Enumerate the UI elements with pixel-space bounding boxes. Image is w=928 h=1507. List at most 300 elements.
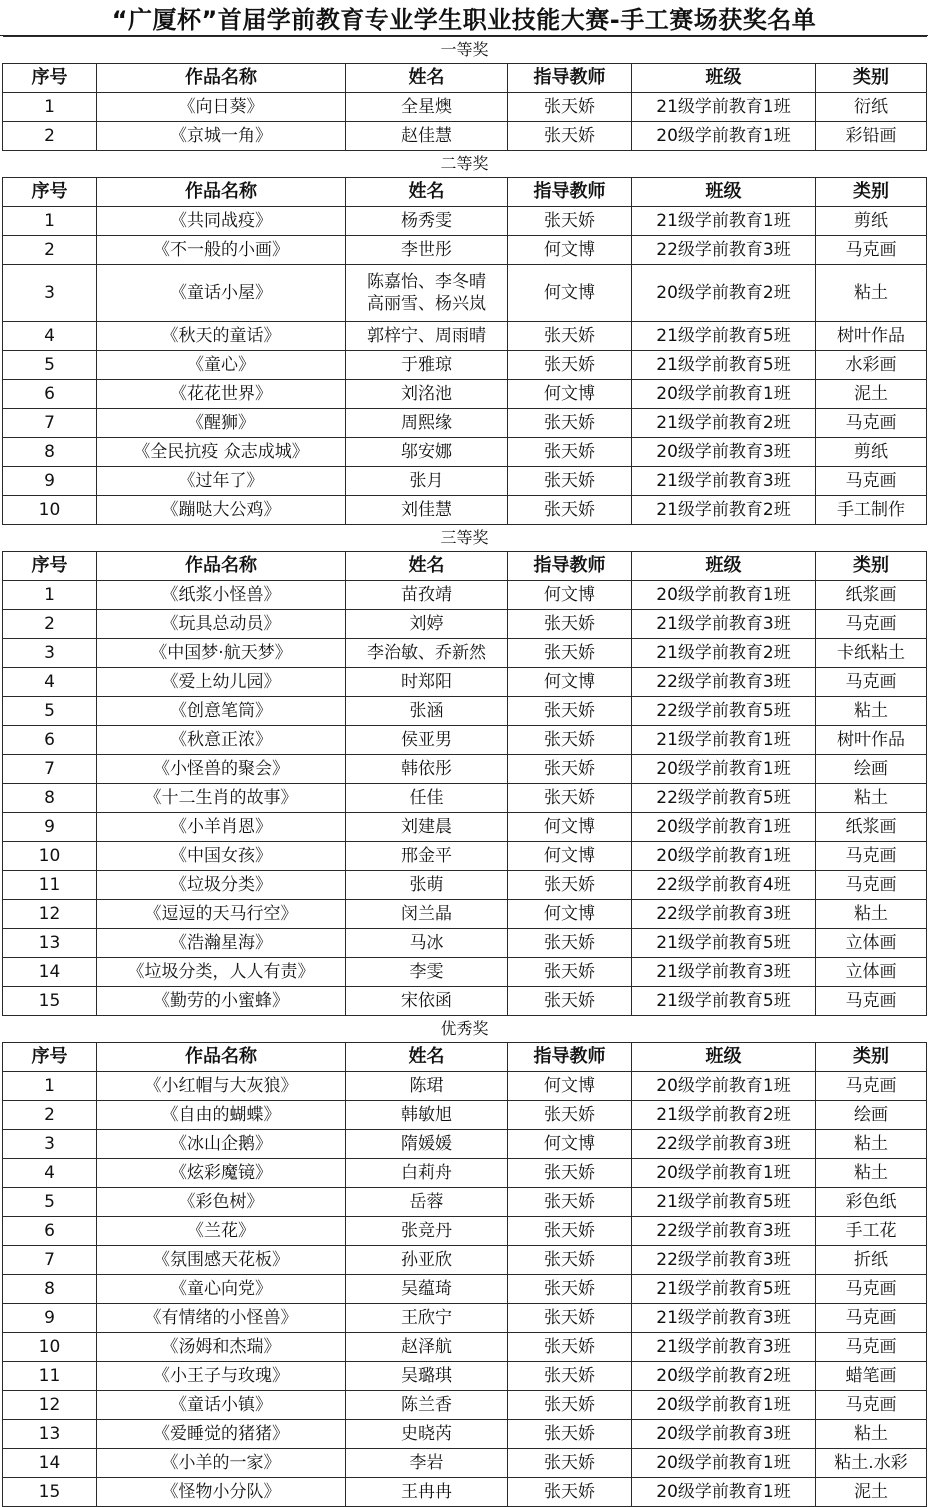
table-row [3,265,927,322]
table-row [3,1159,927,1188]
table-row [3,409,927,438]
cell-name: 任佳 [346,784,508,813]
cell-index: 6 [3,380,97,409]
cell-index: 15 [3,1478,97,1507]
table-row [3,93,927,122]
cell-category: 马克画 [816,1304,927,1333]
cell-class: 20级学前教育1班 [632,755,816,784]
cell-teacher: 张天娇 [508,958,632,987]
cell-teacher: 张天娇 [508,1101,632,1130]
cell-name: 孙亚欣 [346,1246,508,1275]
section-title: 优秀奖 [3,1016,927,1043]
cell-work: 《小怪兽的聚会》 [97,755,346,784]
cell-index: 2 [3,236,97,265]
cell-category: 马克画 [816,409,927,438]
table-row [3,1101,927,1130]
cell-work: 《秋意正浓》 [97,726,346,755]
cell-class: 20级学前教育3班 [632,1420,816,1449]
cell-category: 蜡笔画 [816,1362,927,1391]
cell-class: 20级学前教育1班 [632,122,816,151]
cell-class: 21级学前教育3班 [632,1333,816,1362]
cell-class: 21级学前教育5班 [632,929,816,958]
cell-index: 4 [3,668,97,697]
cell-teacher: 张天娇 [508,207,632,236]
cell-name: 李雯 [346,958,508,987]
cell-teacher: 张天娇 [508,322,632,351]
cell-teacher: 张天娇 [508,871,632,900]
cell-class: 22级学前教育3班 [632,1130,816,1159]
cell-work: 《有情绪的小怪兽》 [97,1304,346,1333]
table-row [3,1449,927,1478]
cell-class: 20级学前教育2班 [632,1362,816,1391]
cell-name: 时郑阳 [346,668,508,697]
cell-index: 1 [3,93,97,122]
cell-index: 1 [3,207,97,236]
column-header-teacher: 指导教师 [508,64,632,93]
cell-teacher: 张天娇 [508,1188,632,1217]
cell-category: 泥土 [816,1478,927,1507]
table-row [3,207,927,236]
cell-category: 卡纸粘土 [816,639,927,668]
section-row [3,151,927,178]
cell-work: 《蹦哒大公鸡》 [97,496,346,525]
cell-category: 绘画 [816,755,927,784]
award-table [2,36,927,1507]
table-row [3,813,927,842]
table-row [3,987,927,1016]
cell-teacher: 张天娇 [508,1478,632,1507]
table-row [3,726,927,755]
table-row [3,697,927,726]
cell-class: 20级学前教育1班 [632,1159,816,1188]
cell-class: 21级学前教育1班 [632,207,816,236]
award-table-body [3,37,927,1507]
table-row [3,1391,927,1420]
header-row [3,178,927,207]
cell-name: 张竞丹 [346,1217,508,1246]
table-row [3,380,927,409]
cell-category: 剪纸 [816,207,927,236]
cell-teacher: 张天娇 [508,1333,632,1362]
column-header-teacher: 指导教师 [508,1043,632,1072]
cell-class: 21级学前教育5班 [632,322,816,351]
cell-category: 粘土 [816,900,927,929]
cell-work: 《中国梦·航天梦》 [97,639,346,668]
cell-class: 22级学前教育4班 [632,871,816,900]
cell-work: 《花花世界》 [97,380,346,409]
column-header-name: 姓名 [346,178,508,207]
cell-name: 杨秀雯 [346,207,508,236]
cell-index: 9 [3,1304,97,1333]
cell-class: 21级学前教育3班 [632,610,816,639]
cell-category: 粘土 [816,1130,927,1159]
cell-category: 手工花 [816,1217,927,1246]
column-header-name: 姓名 [346,1043,508,1072]
cell-teacher: 何文博 [508,813,632,842]
cell-teacher: 何文博 [508,842,632,871]
cell-class: 21级学前教育5班 [632,351,816,380]
cell-index: 4 [3,1159,97,1188]
cell-teacher: 张天娇 [508,1304,632,1333]
cell-name: 邢金平 [346,842,508,871]
page-title: “广厦杯”首届学前教育专业学生职业技能大赛-手工赛场获奖名单 [0,0,928,36]
table-row [3,1188,927,1217]
cell-class: 21级学前教育1班 [632,93,816,122]
cell-work: 《秋天的童话》 [97,322,346,351]
cell-class: 21级学前教育3班 [632,467,816,496]
table-row [3,842,927,871]
cell-class: 20级学前教育1班 [632,1478,816,1507]
cell-category: 树叶作品 [816,322,927,351]
column-header-work: 作品名称 [97,552,346,581]
table-row [3,871,927,900]
cell-index: 3 [3,1130,97,1159]
cell-work: 《过年了》 [97,467,346,496]
cell-work: 《童话小屋》 [97,265,346,322]
column-header-work: 作品名称 [97,178,346,207]
cell-index: 8 [3,438,97,467]
cell-work: 《冰山企鹅》 [97,1130,346,1159]
cell-name: 邬安娜 [346,438,508,467]
cell-category: 粘土 [816,1159,927,1188]
table-row [3,1217,927,1246]
column-header-class: 班级 [632,552,816,581]
cell-work: 《氛围感天花板》 [97,1246,346,1275]
table-row [3,1072,927,1101]
cell-name: 张萌 [346,871,508,900]
table-row [3,438,927,467]
cell-index: 7 [3,755,97,784]
section-title: 三等奖 [3,525,927,552]
cell-name: 韩敏旭 [346,1101,508,1130]
column-header-name: 姓名 [346,552,508,581]
cell-class: 21级学前教育2班 [632,1101,816,1130]
cell-name: 陈嘉怡、李冬晴 高丽雪、杨兴岚 [346,265,508,322]
cell-work: 《小红帽与大灰狼》 [97,1072,346,1101]
table-row [3,900,927,929]
cell-work: 《创意笔筒》 [97,697,346,726]
cell-class: 21级学前教育1班 [632,726,816,755]
cell-work: 《小王子与玫瑰》 [97,1362,346,1391]
cell-teacher: 张天娇 [508,639,632,668]
cell-index: 14 [3,1449,97,1478]
column-header-category: 类别 [816,64,927,93]
column-header-work: 作品名称 [97,1043,346,1072]
table-row [3,322,927,351]
section-row [3,37,927,64]
cell-index: 13 [3,929,97,958]
cell-teacher: 张天娇 [508,697,632,726]
cell-class: 21级学前教育3班 [632,1304,816,1333]
cell-category: 树叶作品 [816,726,927,755]
section-title: 一等奖 [3,37,927,64]
cell-teacher: 何文博 [508,1072,632,1101]
column-header-index: 序号 [3,64,97,93]
cell-name: 刘建晨 [346,813,508,842]
cell-index: 1 [3,581,97,610]
cell-category: 粘土 [816,1420,927,1449]
cell-category: 粘土 [816,265,927,322]
cell-name: 闵兰晶 [346,900,508,929]
cell-name: 王冉冉 [346,1478,508,1507]
cell-index: 7 [3,1246,97,1275]
table-row [3,1246,927,1275]
table-row [3,1333,927,1362]
cell-category: 衍纸 [816,93,927,122]
cell-work: 《童心向党》 [97,1275,346,1304]
cell-category: 立体画 [816,958,927,987]
cell-class: 21级学前教育5班 [632,987,816,1016]
column-header-class: 班级 [632,64,816,93]
cell-teacher: 张天娇 [508,1391,632,1420]
cell-class: 22级学前教育5班 [632,697,816,726]
table-row [3,1304,927,1333]
cell-index: 2 [3,122,97,151]
cell-name: 韩依彤 [346,755,508,784]
cell-name: 侯亚男 [346,726,508,755]
cell-class: 22级学前教育3班 [632,900,816,929]
table-row [3,610,927,639]
cell-name: 宋依函 [346,987,508,1016]
column-header-category: 类别 [816,178,927,207]
cell-teacher: 张天娇 [508,438,632,467]
cell-work: 《垃圾分类，人人有责》 [97,958,346,987]
cell-class: 21级学前教育5班 [632,1275,816,1304]
cell-name: 赵泽航 [346,1333,508,1362]
cell-index: 3 [3,639,97,668]
table-row [3,1130,927,1159]
column-header-name: 姓名 [346,64,508,93]
column-header-index: 序号 [3,1043,97,1072]
cell-class: 20级学前教育1班 [632,842,816,871]
cell-category: 粘土 [816,697,927,726]
cell-teacher: 张天娇 [508,1275,632,1304]
cell-class: 20级学前教育1班 [632,1449,816,1478]
cell-work: 《垃圾分类》 [97,871,346,900]
cell-teacher: 张天娇 [508,351,632,380]
cell-index: 2 [3,1101,97,1130]
table-row [3,581,927,610]
cell-teacher: 张天娇 [508,1217,632,1246]
cell-category: 纸浆画 [816,581,927,610]
cell-teacher: 张天娇 [508,929,632,958]
cell-category: 马克画 [816,1333,927,1362]
cell-category: 纸浆画 [816,813,927,842]
cell-teacher: 何文博 [508,900,632,929]
cell-work: 《爱上幼儿园》 [97,668,346,697]
cell-teacher: 张天娇 [508,987,632,1016]
cell-category: 剪纸 [816,438,927,467]
cell-name: 刘洺池 [346,380,508,409]
table-row [3,1478,927,1507]
cell-index: 12 [3,900,97,929]
cell-name: 吴蕴琦 [346,1275,508,1304]
cell-name: 全星燠 [346,93,508,122]
cell-category: 彩色纸 [816,1188,927,1217]
cell-index: 11 [3,871,97,900]
cell-class: 20级学前教育1班 [632,1072,816,1101]
table-row [3,496,927,525]
cell-index: 10 [3,842,97,871]
cell-work: 《爱睡觉的猪猪》 [97,1420,346,1449]
cell-index: 1 [3,1072,97,1101]
cell-index: 5 [3,697,97,726]
cell-index: 4 [3,322,97,351]
cell-work: 《怪物小分队》 [97,1478,346,1507]
cell-name: 陈兰香 [346,1391,508,1420]
cell-index: 12 [3,1391,97,1420]
table-row [3,122,927,151]
cell-index: 5 [3,351,97,380]
cell-work: 《自由的蝴蝶》 [97,1101,346,1130]
cell-work: 《醒狮》 [97,409,346,438]
cell-teacher: 张天娇 [508,755,632,784]
cell-work: 《小羊的一家》 [97,1449,346,1478]
cell-class: 22级学前教育5班 [632,784,816,813]
cell-teacher: 何文博 [508,265,632,322]
table-row [3,784,927,813]
cell-class: 20级学前教育1班 [632,1391,816,1420]
cell-index: 8 [3,1275,97,1304]
cell-category: 水彩画 [816,351,927,380]
cell-index: 14 [3,958,97,987]
cell-name: 陈珺 [346,1072,508,1101]
cell-class: 20级学前教育1班 [632,380,816,409]
table-row [3,1420,927,1449]
cell-name: 周熙缘 [346,409,508,438]
cell-work: 《炫彩魔镜》 [97,1159,346,1188]
cell-name: 张涵 [346,697,508,726]
cell-name: 张月 [346,467,508,496]
column-header-class: 班级 [632,178,816,207]
cell-category: 手工制作 [816,496,927,525]
cell-index: 3 [3,265,97,322]
cell-work: 《全民抗疫 众志成城》 [97,438,346,467]
cell-class: 22级学前教育3班 [632,1246,816,1275]
table-row [3,351,927,380]
cell-index: 10 [3,1333,97,1362]
cell-name: 史晓芮 [346,1420,508,1449]
cell-category: 立体画 [816,929,927,958]
cell-work: 《十二生肖的故事》 [97,784,346,813]
cell-name: 白莉舟 [346,1159,508,1188]
cell-teacher: 张天娇 [508,409,632,438]
cell-teacher: 何文博 [508,1130,632,1159]
cell-teacher: 张天娇 [508,93,632,122]
cell-category: 马克画 [816,1391,927,1420]
cell-teacher: 张天娇 [508,784,632,813]
column-header-index: 序号 [3,178,97,207]
cell-name: 李岩 [346,1449,508,1478]
cell-category: 马克画 [816,668,927,697]
cell-index: 2 [3,610,97,639]
cell-index: 7 [3,409,97,438]
column-header-teacher: 指导教师 [508,552,632,581]
cell-index: 8 [3,784,97,813]
cell-class: 22级学前教育3班 [632,668,816,697]
cell-index: 9 [3,467,97,496]
cell-teacher: 张天娇 [508,1420,632,1449]
cell-teacher: 何文博 [508,668,632,697]
cell-name: 吴璐琪 [346,1362,508,1391]
table-row [3,755,927,784]
column-header-category: 类别 [816,552,927,581]
cell-class: 21级学前教育2班 [632,639,816,668]
cell-category: 马克画 [816,987,927,1016]
cell-work: 《纸浆小怪兽》 [97,581,346,610]
cell-name: 于雅琼 [346,351,508,380]
cell-category: 马克画 [816,467,927,496]
cell-work: 《汤姆和杰瑞》 [97,1333,346,1362]
cell-index: 6 [3,1217,97,1246]
table-row [3,668,927,697]
cell-class: 20级学前教育1班 [632,581,816,610]
cell-name: 王欣宁 [346,1304,508,1333]
cell-category: 彩铅画 [816,122,927,151]
table-row [3,467,927,496]
cell-work: 《小羊肖恩》 [97,813,346,842]
cell-teacher: 张天娇 [508,1246,632,1275]
cell-class: 21级学前教育3班 [632,958,816,987]
table-row [3,639,927,668]
cell-class: 20级学前教育3班 [632,438,816,467]
cell-class: 20级学前教育1班 [632,813,816,842]
cell-name: 隋媛媛 [346,1130,508,1159]
cell-teacher: 张天娇 [508,1159,632,1188]
cell-teacher: 张天娇 [508,1449,632,1478]
column-header-category: 类别 [816,1043,927,1072]
cell-work: 《童心》 [97,351,346,380]
cell-category: 泥土 [816,380,927,409]
cell-teacher: 张天娇 [508,122,632,151]
header-row [3,552,927,581]
cell-class: 22级学前教育3班 [632,236,816,265]
column-header-class: 班级 [632,1043,816,1072]
section-title: 二等奖 [3,151,927,178]
cell-name: 李世彤 [346,236,508,265]
cell-name: 刘婷 [346,610,508,639]
table-row [3,236,927,265]
cell-category: 马克画 [816,236,927,265]
table-row [3,929,927,958]
cell-work: 《浩瀚星海》 [97,929,346,958]
cell-name: 郭梓宁、周雨晴 [346,322,508,351]
cell-work: 《童话小镇》 [97,1391,346,1420]
cell-work: 《向日葵》 [97,93,346,122]
cell-name: 马冰 [346,929,508,958]
cell-work: 《中国女孩》 [97,842,346,871]
header-row [3,1043,927,1072]
cell-teacher: 张天娇 [508,726,632,755]
cell-category: 马克画 [816,1072,927,1101]
column-header-index: 序号 [3,552,97,581]
column-header-work: 作品名称 [97,64,346,93]
cell-index: 11 [3,1362,97,1391]
section-row [3,1016,927,1043]
header-row [3,64,927,93]
cell-class: 22级学前教育3班 [632,1217,816,1246]
cell-category: 绘画 [816,1101,927,1130]
cell-teacher: 张天娇 [508,1362,632,1391]
cell-work: 《玩具总动员》 [97,610,346,639]
cell-class: 20级学前教育2班 [632,265,816,322]
cell-class: 21级学前教育2班 [632,409,816,438]
cell-teacher: 张天娇 [508,467,632,496]
cell-category: 粘土.水彩 [816,1449,927,1478]
cell-class: 21级学前教育2班 [632,496,816,525]
cell-name: 李治敏、乔新然 [346,639,508,668]
cell-teacher: 张天娇 [508,496,632,525]
